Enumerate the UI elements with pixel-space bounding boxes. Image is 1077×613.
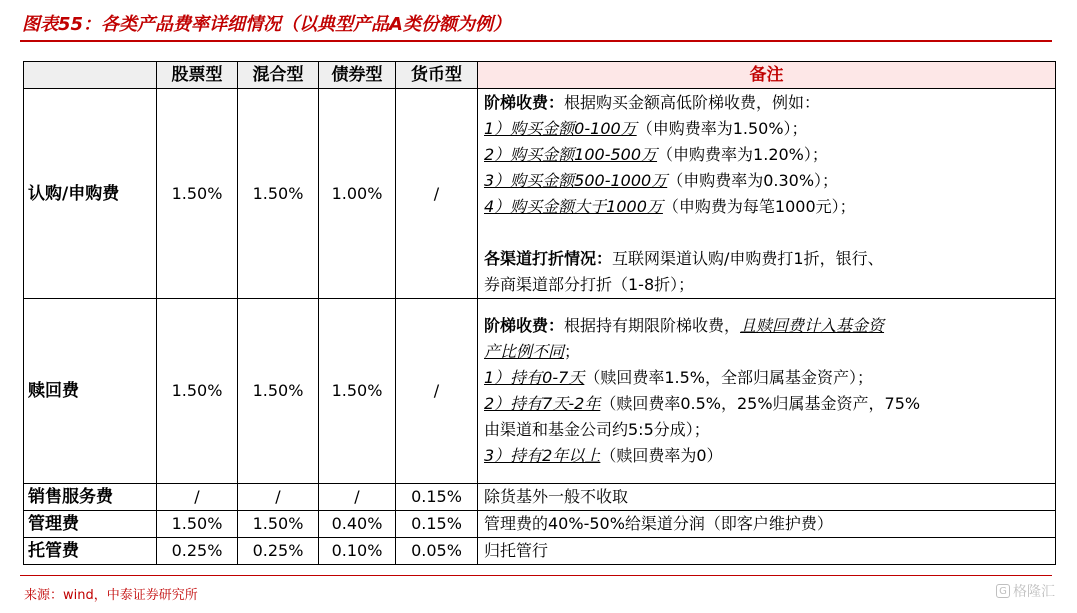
row-label-sales-service: 销售服务费 [24,484,157,511]
tier-label: 2）购买金额100-500万 [484,144,658,164]
row-label-custody: 托管费 [24,538,157,565]
tier-rate: （申购费为每笔1000元）； [662,196,856,216]
cell-value: 1.50% [157,511,238,538]
tier-label: 1）持有0-7天 [484,368,585,387]
cell-value: 0.15% [396,511,478,538]
cell-value: 1.00% [319,89,396,299]
note-emphasis: 产比例不同 [484,342,565,361]
header-hybrid: 混合型 [238,62,319,89]
note-redemption [478,299,1056,484]
note-bold-label: 各渠道打折情况： [484,248,613,268]
cell-value: 0.40% [319,511,396,538]
cell-value: / [396,89,478,299]
note-text: 券商渠道部分打折（1-8折）； [484,274,695,294]
row-label-management: 管理费 [24,511,157,538]
row-label-subscription: 认购/申购费 [24,89,157,299]
table-row [24,511,1056,538]
cell-value: 1.50% [238,89,319,299]
tier-label: 3）购买金额500-1000万 [484,170,668,190]
note-bold-label: 阶梯收费： [484,92,565,112]
cell-value: / [238,484,319,511]
cell-value: 1.50% [157,299,238,484]
cell-value: 0.25% [157,538,238,565]
header-empty [24,62,157,89]
watermark [996,581,1055,601]
fee-table [23,61,1056,565]
cell-value: 0.10% [319,538,396,565]
cell-value: / [157,484,238,511]
note-text: 根据购买金额高低阶梯收费，例如： [564,92,821,112]
header-remarks: 备注 [478,62,1056,89]
cell-value: 1.50% [238,511,319,538]
note-subscription [478,89,1056,299]
row-label-redemption: 赎回费 [24,299,157,484]
title-rule [20,40,1052,42]
tier-rate: （申购费率为0.30%）； [667,170,839,190]
figure-title: 图表55：各类产品费率详细情况（以典型产品A类份额为例） [22,14,511,35]
note-custody: 归托管行 [478,538,1056,565]
cell-value: 0.15% [396,484,478,511]
tier-label: 3）持有2年以上 [484,446,601,465]
tier-rate: 由渠道和基金公司约5:5分成）； [484,420,710,439]
tier-label: 2）持有7天-2年 [484,394,601,413]
tier-rate: （申购费率为1.20%）； [657,144,828,164]
tier-label: 4）购买金额大于1000万 [484,196,663,216]
note-text: 根据持有期限阶梯收费， [564,316,741,335]
table-row [24,484,1056,511]
footer-rule [20,575,1052,576]
header-bond: 债券型 [319,62,396,89]
cell-value: 1.50% [238,299,319,484]
header-stock: 股票型 [157,62,238,89]
note-sales-service: 除货基外一般不收取 [478,484,1056,511]
tier-rate: （赎回费率0.5%，25%归属基金资产，75% [600,394,921,413]
note-management: 管理费的40%-50%给渠道分润（即客户维护费） [478,511,1056,538]
watermark-logo-icon: G [996,584,1010,598]
cell-value: / [396,299,478,484]
note-spacer [484,220,1051,246]
cell-value: 0.05% [396,538,478,565]
table-row [24,538,1056,565]
header-row [24,62,1056,89]
cell-value: 0.25% [238,538,319,565]
tier-rate: （申购费率为1.50%）； [636,118,808,138]
note-text: ； [564,342,581,361]
note-emphasis: 且赎回费计入基金资 [740,316,885,335]
tier-label: 1）购买金额0-100万 [484,118,637,138]
note-bold-label: 阶梯收费： [484,316,565,335]
note-text: 互联网渠道认购/申购费打1折，银行、 [612,248,884,268]
source-note: 来源：wind，中泰证券研究所 [24,588,198,603]
table-row [24,299,1056,484]
tier-rate: （赎回费率1.5%，全部归属基金资产）； [584,368,873,387]
header-money: 货币型 [396,62,478,89]
tier-rate: （赎回费率为0） [600,446,723,465]
cell-value: / [319,484,396,511]
cell-value: 1.50% [319,299,396,484]
table-row [24,89,1056,299]
cell-value: 1.50% [157,89,238,299]
watermark-text: 格隆汇 [1013,584,1055,600]
